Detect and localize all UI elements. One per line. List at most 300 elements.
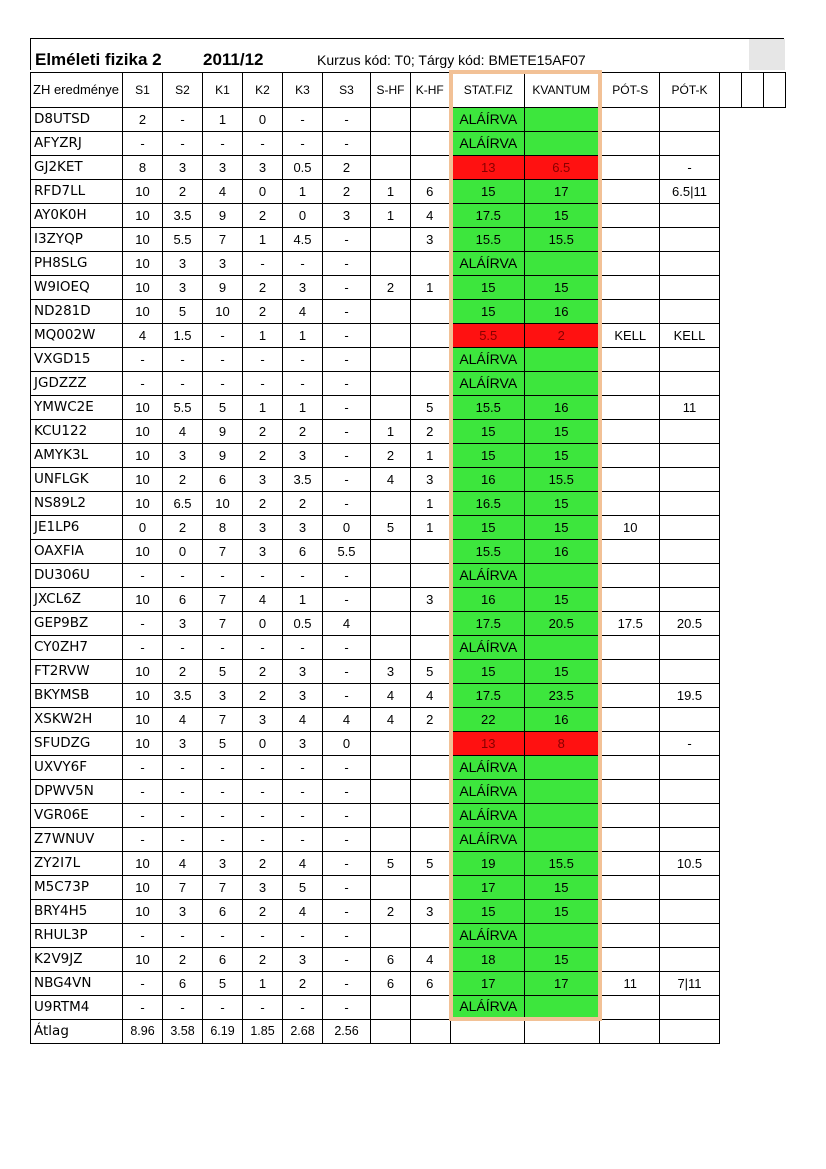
cell-k1: 9 — [203, 419, 243, 443]
cell-k1: 10 — [203, 299, 243, 323]
cell-s3: - — [323, 659, 371, 683]
cell-k3: - — [283, 827, 323, 851]
cell-s2: - — [163, 563, 203, 587]
cell-k3: 3 — [283, 275, 323, 299]
cell-s1: 10 — [123, 203, 163, 227]
cell-k-hf — [411, 107, 451, 131]
cell-stat-fiz: ALÁÍRVA — [451, 251, 525, 275]
table-row — [31, 827, 786, 851]
cell-pot-k — [660, 635, 720, 659]
cell-k2: 0 — [243, 107, 283, 131]
cell-k2: - — [243, 923, 283, 947]
cell-s-hf — [371, 107, 411, 131]
header-blank-2 — [742, 72, 764, 107]
cell-s3: 5.5 — [323, 539, 371, 563]
cell-s3: - — [323, 275, 371, 299]
cell-k-hf: 4 — [411, 683, 451, 707]
cell-k1: - — [203, 563, 243, 587]
cell-pot-k — [660, 251, 720, 275]
table-row — [31, 443, 786, 467]
cell-s-hf: 6 — [371, 947, 411, 971]
cell-pot-s: 10 — [600, 515, 660, 539]
cell-pot-k — [660, 947, 720, 971]
cell-s1: 4 — [123, 323, 163, 347]
cell-stat-fiz: 17.5 — [451, 683, 525, 707]
cell-s-hf: 1 — [371, 179, 411, 203]
cell-s1: 0 — [123, 515, 163, 539]
cell-k2: 1 — [243, 395, 283, 419]
cell-s2: 6 — [163, 971, 203, 995]
cell-pot-k — [660, 275, 720, 299]
cell-pot-k — [660, 491, 720, 515]
cell-pot-s — [600, 875, 660, 899]
cell-stat-fiz: ALÁÍRVA — [451, 347, 525, 371]
cell-s3: 2 — [323, 179, 371, 203]
cell-k-hf: 1 — [411, 443, 451, 467]
cell-k3: 4 — [283, 707, 323, 731]
cell-s-hf: 3 — [371, 659, 411, 683]
cell-k3: 0.5 — [283, 611, 323, 635]
cell-s1: - — [123, 803, 163, 827]
cell-s2: - — [163, 371, 203, 395]
cell-kvantum: 17 — [525, 179, 600, 203]
average-row — [31, 1019, 786, 1043]
cell-k-hf — [411, 755, 451, 779]
cell-stat-fiz: 15 — [451, 179, 525, 203]
cell-s1: 10 — [123, 419, 163, 443]
cell-k-hf: 2 — [411, 419, 451, 443]
cell-k2: - — [243, 563, 283, 587]
cell-kvantum — [525, 251, 600, 275]
header-blank-1 — [720, 72, 742, 107]
cell-k2: 0 — [243, 731, 283, 755]
cell-k1: - — [203, 131, 243, 155]
cell-kvantum — [525, 803, 600, 827]
cell-pot-k: 19.5 — [660, 683, 720, 707]
header-s1: S1 — [123, 72, 163, 107]
cell-s3: - — [323, 491, 371, 515]
cell-student-code: OAXFIA — [31, 539, 123, 563]
cell-s2: 3 — [163, 611, 203, 635]
cell-k3: - — [283, 107, 323, 131]
average-k3: 2.68 — [283, 1019, 323, 1043]
cell-stat-fiz: ALÁÍRVA — [451, 827, 525, 851]
cell-pot-k: 6.5|11 — [660, 179, 720, 203]
cell-k-hf — [411, 635, 451, 659]
cell-k2: 3 — [243, 539, 283, 563]
cell-pot-k: - — [660, 731, 720, 755]
cell-k3: 0 — [283, 203, 323, 227]
cell-s3: - — [323, 227, 371, 251]
cell-pot-s — [600, 947, 660, 971]
cell-pot-s — [600, 443, 660, 467]
cell-s2: - — [163, 107, 203, 131]
cell-student-code: GJ2KET — [31, 155, 123, 179]
cell-student-code: MQ002W — [31, 323, 123, 347]
cell-s-hf: 2 — [371, 899, 411, 923]
cell-pot-s — [600, 635, 660, 659]
cell-k2: 2 — [243, 851, 283, 875]
cell-k1: - — [203, 779, 243, 803]
cell-s3: - — [323, 563, 371, 587]
cell-stat-fiz: 16 — [451, 587, 525, 611]
cell-k-hf — [411, 323, 451, 347]
cell-s-hf: 4 — [371, 467, 411, 491]
cell-s1: - — [123, 371, 163, 395]
cell-stat-fiz: 15.5 — [451, 227, 525, 251]
header-k1: K1 — [203, 72, 243, 107]
cell-k-hf — [411, 803, 451, 827]
cell-student-code: U9RTM4 — [31, 995, 123, 1019]
table-row — [31, 611, 786, 635]
cell-pot-k — [660, 539, 720, 563]
cell-k2: 2 — [243, 947, 283, 971]
cell-kvantum: 15 — [525, 275, 600, 299]
cell-s3: - — [323, 107, 371, 131]
course-codes: Kurzus kód: T0; Tárgy kód: BMETE15AF07 — [317, 52, 586, 68]
cell-kvantum: 2 — [525, 323, 600, 347]
cell-k3: - — [283, 995, 323, 1019]
cell-student-code: CY0ZH7 — [31, 635, 123, 659]
cell-s-hf — [371, 779, 411, 803]
cell-k1: - — [203, 347, 243, 371]
cell-kvantum: 15 — [525, 899, 600, 923]
cell-s1: 8 — [123, 155, 163, 179]
cell-k-hf: 1 — [411, 275, 451, 299]
cell-k3: 2 — [283, 491, 323, 515]
cell-stat-fiz: 13 — [451, 731, 525, 755]
cell-s2: 2 — [163, 659, 203, 683]
cell-k2: - — [243, 779, 283, 803]
table-row — [31, 755, 786, 779]
header-k3: K3 — [283, 72, 323, 107]
cell-k-hf — [411, 155, 451, 179]
cell-k1: 5 — [203, 659, 243, 683]
results-table — [30, 70, 786, 1044]
cell-k-hf: 5 — [411, 659, 451, 683]
cell-k-hf — [411, 539, 451, 563]
cell-s3: - — [323, 851, 371, 875]
cell-k2: - — [243, 131, 283, 155]
header-student-code: ZH eredménye — [31, 72, 123, 107]
cell-pot-k: 11 — [660, 395, 720, 419]
table-row — [31, 323, 786, 347]
cell-s-hf: 2 — [371, 443, 411, 467]
average-pot-s — [600, 1019, 660, 1043]
cell-k-hf — [411, 875, 451, 899]
average-k1: 6.19 — [203, 1019, 243, 1043]
cell-s2: 3.5 — [163, 683, 203, 707]
cell-s-hf — [371, 227, 411, 251]
school-year: 2011/12 — [203, 50, 264, 69]
cell-stat-fiz: 15.5 — [451, 539, 525, 563]
cell-s-hf — [371, 755, 411, 779]
table-row — [31, 179, 786, 203]
cell-kvantum: 15 — [525, 875, 600, 899]
cell-s3: - — [323, 395, 371, 419]
cell-k3: 2 — [283, 419, 323, 443]
header-pot-k: PÓT-K — [660, 72, 720, 107]
cell-k2: 2 — [243, 899, 283, 923]
cell-pot-s — [600, 467, 660, 491]
cell-stat-fiz: 17.5 — [451, 611, 525, 635]
table-row — [31, 539, 786, 563]
cell-s2: 0 — [163, 539, 203, 563]
cell-s-hf — [371, 827, 411, 851]
cell-s3: 0 — [323, 731, 371, 755]
cell-s3: - — [323, 299, 371, 323]
table-row — [31, 995, 786, 1019]
cell-s1: 10 — [123, 251, 163, 275]
cell-k1: 7 — [203, 611, 243, 635]
cell-k3: - — [283, 803, 323, 827]
cell-s3: - — [323, 875, 371, 899]
cell-k2: 3 — [243, 467, 283, 491]
cell-k3: 5 — [283, 875, 323, 899]
table-row — [31, 467, 786, 491]
cell-s-hf — [371, 563, 411, 587]
cell-k-hf — [411, 995, 451, 1019]
table-row — [31, 131, 786, 155]
cell-s3: - — [323, 467, 371, 491]
average-kvantum — [525, 1019, 600, 1043]
cell-s1: - — [123, 347, 163, 371]
cell-s1: 10 — [123, 299, 163, 323]
cell-s-hf — [371, 587, 411, 611]
cell-s-hf — [371, 731, 411, 755]
cell-k3: 3 — [283, 443, 323, 467]
cell-s-hf — [371, 611, 411, 635]
cell-student-code: AY0K0H — [31, 203, 123, 227]
cell-student-code: NBG4VN — [31, 971, 123, 995]
cell-student-code: RFD7LL — [31, 179, 123, 203]
cell-k2: - — [243, 995, 283, 1019]
cell-kvantum: 6.5 — [525, 155, 600, 179]
cell-k-hf — [411, 131, 451, 155]
cell-s-hf — [371, 347, 411, 371]
cell-pot-k — [660, 707, 720, 731]
cell-pot-s — [600, 755, 660, 779]
cell-s-hf — [371, 131, 411, 155]
cell-pot-s — [600, 779, 660, 803]
cell-stat-fiz: 19 — [451, 851, 525, 875]
cell-s3: - — [323, 443, 371, 467]
cell-pot-s — [600, 131, 660, 155]
cell-s1: - — [123, 131, 163, 155]
cell-k1: - — [203, 755, 243, 779]
cell-k-hf — [411, 779, 451, 803]
sheet-title-row — [30, 38, 784, 70]
table-row — [31, 155, 786, 179]
cell-kvantum: 15 — [525, 419, 600, 443]
table-row — [31, 275, 786, 299]
cell-k3: 0.5 — [283, 155, 323, 179]
cell-k-hf: 2 — [411, 707, 451, 731]
cell-stat-fiz: 15 — [451, 659, 525, 683]
cell-s1: 10 — [123, 539, 163, 563]
cell-s2: - — [163, 923, 203, 947]
cell-s-hf — [371, 995, 411, 1019]
cell-kvantum: 15 — [525, 515, 600, 539]
cell-kvantum — [525, 107, 600, 131]
cell-pot-k — [660, 107, 720, 131]
cell-s3: - — [323, 827, 371, 851]
cell-s2: 3 — [163, 251, 203, 275]
cell-k1: 4 — [203, 179, 243, 203]
cell-pot-s — [600, 203, 660, 227]
table-row — [31, 347, 786, 371]
average-s-hf — [371, 1019, 411, 1043]
cell-pot-k — [660, 419, 720, 443]
cell-kvantum — [525, 995, 600, 1019]
cell-s2: 2 — [163, 515, 203, 539]
cell-student-code: UXVY6F — [31, 755, 123, 779]
cell-s2: 3 — [163, 899, 203, 923]
cell-pot-s — [600, 227, 660, 251]
cell-k2: 1 — [243, 971, 283, 995]
average-s3: 2.56 — [323, 1019, 371, 1043]
cell-k1: 8 — [203, 515, 243, 539]
table-row — [31, 731, 786, 755]
cell-kvantum — [525, 827, 600, 851]
cell-student-code: XSKW2H — [31, 707, 123, 731]
cell-k2: 3 — [243, 875, 283, 899]
cell-pot-k: 10.5 — [660, 851, 720, 875]
cell-student-code: M5C73P — [31, 875, 123, 899]
cell-stat-fiz: ALÁÍRVA — [451, 923, 525, 947]
table-row — [31, 587, 786, 611]
cell-s1: 10 — [123, 731, 163, 755]
header-s2: S2 — [163, 72, 203, 107]
cell-k3: 6 — [283, 539, 323, 563]
cell-k1: 7 — [203, 707, 243, 731]
header-pot-s: PÓT-S — [600, 72, 660, 107]
cell-student-code: NS89L2 — [31, 491, 123, 515]
cell-stat-fiz: 17.5 — [451, 203, 525, 227]
cell-k3: 3 — [283, 515, 323, 539]
cell-pot-k: - — [660, 155, 720, 179]
cell-s1: - — [123, 779, 163, 803]
cell-k3: 4 — [283, 851, 323, 875]
cell-kvantum: 15.5 — [525, 467, 600, 491]
cell-s2: 2 — [163, 467, 203, 491]
cell-k-hf: 1 — [411, 515, 451, 539]
header-row — [31, 72, 786, 107]
cell-s-hf — [371, 875, 411, 899]
cell-k2: 2 — [243, 275, 283, 299]
average-s2: 3.58 — [163, 1019, 203, 1043]
cell-s-hf — [371, 155, 411, 179]
cell-s2: 2 — [163, 947, 203, 971]
cell-pot-k — [660, 899, 720, 923]
cell-pot-k — [660, 827, 720, 851]
table-row — [31, 227, 786, 251]
cell-student-code: AMYK3L — [31, 443, 123, 467]
cell-kvantum: 16 — [525, 539, 600, 563]
cell-student-code: VGR06E — [31, 803, 123, 827]
cell-k2: 1 — [243, 323, 283, 347]
cell-student-code: BRY4H5 — [31, 899, 123, 923]
cell-k1: 3 — [203, 683, 243, 707]
cell-k2: 2 — [243, 491, 283, 515]
cell-s2: 5.5 — [163, 227, 203, 251]
cell-s2: - — [163, 131, 203, 155]
cell-pot-s — [600, 563, 660, 587]
cell-k1: 3 — [203, 251, 243, 275]
cell-kvantum: 15.5 — [525, 851, 600, 875]
table-row — [31, 875, 786, 899]
cell-stat-fiz: ALÁÍRVA — [451, 995, 525, 1019]
cell-student-code: ND281D — [31, 299, 123, 323]
cell-k3: - — [283, 779, 323, 803]
cell-k3: - — [283, 131, 323, 155]
cell-s-hf: 2 — [371, 275, 411, 299]
cell-s2: - — [163, 995, 203, 1019]
cell-k2: - — [243, 803, 283, 827]
cell-pot-s — [600, 827, 660, 851]
cell-s2: 6.5 — [163, 491, 203, 515]
cell-k-hf — [411, 827, 451, 851]
cell-kvantum: 16 — [525, 707, 600, 731]
cell-s-hf — [371, 635, 411, 659]
cell-student-code: FT2RVW — [31, 659, 123, 683]
table-row — [31, 491, 786, 515]
cell-stat-fiz: 15 — [451, 899, 525, 923]
cell-k2: 0 — [243, 179, 283, 203]
cell-s-hf: 5 — [371, 515, 411, 539]
cell-stat-fiz: 15 — [451, 299, 525, 323]
header-blank-3 — [764, 72, 786, 107]
cell-s1: - — [123, 923, 163, 947]
cell-k3: - — [283, 251, 323, 275]
cell-stat-fiz: 13 — [451, 155, 525, 179]
cell-k-hf — [411, 731, 451, 755]
cell-pot-s — [600, 707, 660, 731]
cell-k3: - — [283, 923, 323, 947]
cell-k1: 3 — [203, 851, 243, 875]
cell-pot-s: 17.5 — [600, 611, 660, 635]
cell-k1: - — [203, 923, 243, 947]
average-s1: 8.96 — [123, 1019, 163, 1043]
cell-s2: - — [163, 827, 203, 851]
cell-k1: - — [203, 371, 243, 395]
cell-s2: 4 — [163, 851, 203, 875]
cell-student-code: PH8SLG — [31, 251, 123, 275]
cell-student-code: VXGD15 — [31, 347, 123, 371]
cell-pot-s — [600, 371, 660, 395]
cell-pot-s: KELL — [600, 323, 660, 347]
cell-s-hf — [371, 371, 411, 395]
header-shade — [749, 39, 785, 70]
cell-pot-s — [600, 587, 660, 611]
cell-s2: 2 — [163, 179, 203, 203]
cell-student-code: I3ZYQP — [31, 227, 123, 251]
average-k2: 1.85 — [243, 1019, 283, 1043]
cell-s3: - — [323, 923, 371, 947]
cell-stat-fiz: ALÁÍRVA — [451, 755, 525, 779]
cell-s3: - — [323, 635, 371, 659]
cell-s-hf — [371, 803, 411, 827]
cell-pot-k — [660, 467, 720, 491]
cell-k1: 7 — [203, 227, 243, 251]
cell-k-hf: 5 — [411, 851, 451, 875]
cell-kvantum — [525, 347, 600, 371]
cell-k2: 2 — [243, 203, 283, 227]
cell-s3: - — [323, 971, 371, 995]
cell-k-hf — [411, 371, 451, 395]
table-row — [31, 395, 786, 419]
cell-k-hf: 3 — [411, 899, 451, 923]
